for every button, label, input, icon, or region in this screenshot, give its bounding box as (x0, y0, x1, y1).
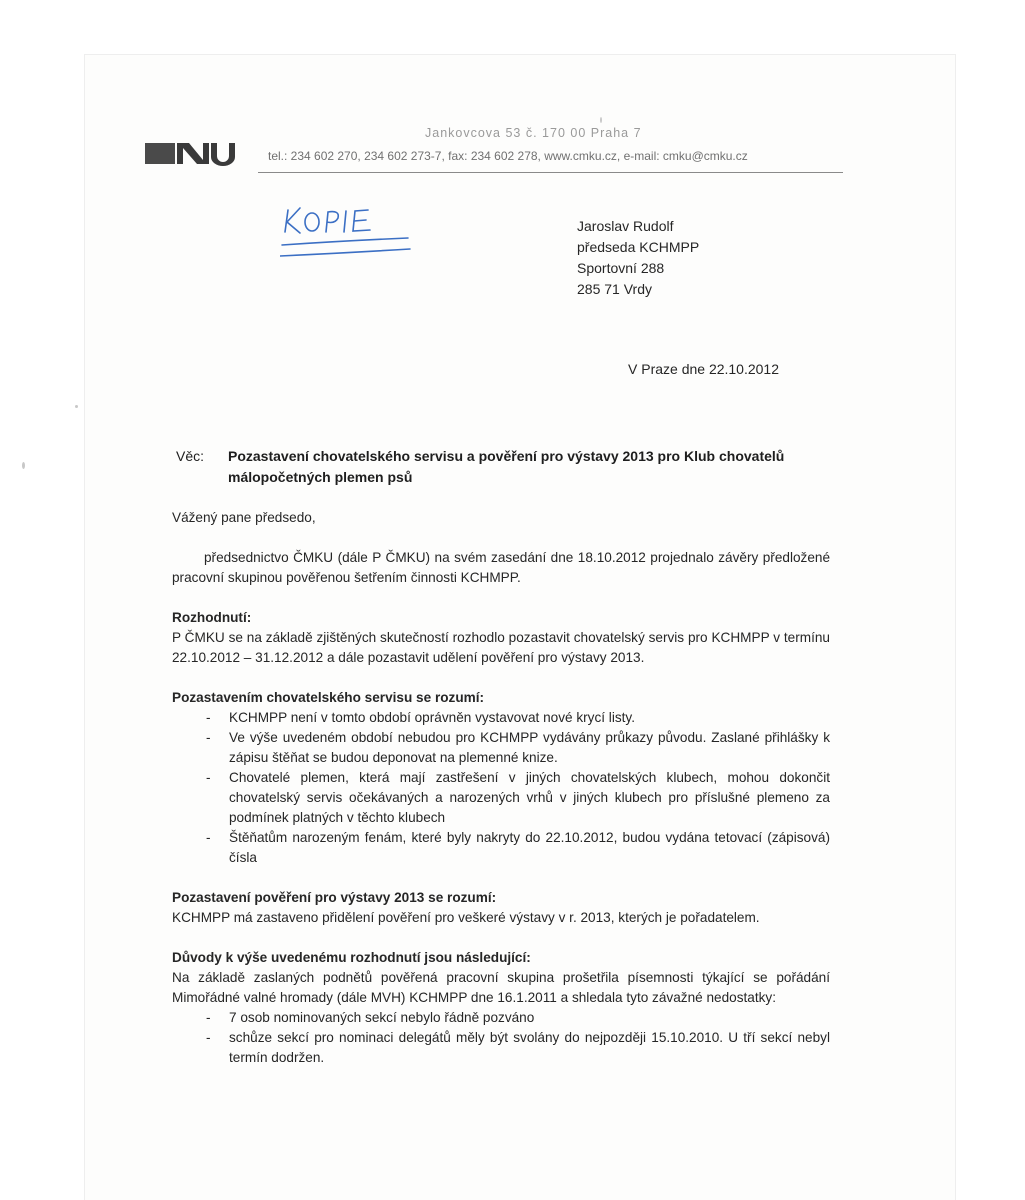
letter-date: V Praze dne 22.10.2012 (628, 361, 780, 377)
subject-text: Pozastavení chovatelského servisu a pověření pro výstavy 2013 pro Klub chovatelů málopočetných plemen psů (228, 448, 785, 485)
letterhead-address: Jankovcova 53 č. 170 00 Praha 7 (425, 126, 642, 140)
recipient-role: předseda KCHMPP (577, 239, 700, 255)
recipient-city: 285 71 Vrdy (577, 281, 652, 297)
list-item: - Štěňatům narozeným fenám, které byly nakryty do 22.10.2012, budou vydána tetovací (zápisová) čísla (206, 830, 830, 865)
list-item: - Ve výše uvedeném období nebudou pro KCHMPP vydávány průkazy původu. Zaslané přihlášky k zápisu štěňat se budou deponovat na plemenné knize. (206, 730, 830, 765)
recipient-address (577, 216, 699, 300)
scan-speck (600, 117, 602, 123)
kopie-handwritten-mark (280, 198, 420, 268)
letterhead-contact: tel.: 234 602 270, 234 602 273-7, fax: 234 602 278, www.cmku.cz, e-mail: cmku@cmku.cz (268, 149, 748, 163)
reasons-list (172, 1008, 830, 1068)
breeding-suspension-list (172, 708, 830, 868)
decision-heading: Rozhodnutí: (172, 610, 252, 625)
breeding-suspension-heading: Pozastavením chovatelského servisu se rozumí: (172, 690, 485, 705)
list-item: - schůze sekcí pro nominaci delegátů měly být svolány do nejpozději 15.10.2010. U tří sekcí nebyl termín dodržen. (206, 1030, 830, 1065)
letter-subject (176, 446, 836, 488)
reasons-heading: Důvody k výše uvedenému rozhodnutí jsou následující: (172, 950, 531, 965)
list-item: - Chovatelé plemen, která mají zastřešení v jiných chovatelských klubech, mohou dokončit chovatelský servis očekávaných a narozených vrhů v jiných klubech pro příslušné plemeno za podmínek platných v těchto klubech (206, 770, 830, 825)
reasons-text: Na základě zaslaných podnětů pověřená pracovní skupina prošetřila písemnosti týkající se pořádání Mimořádné valné hromady (dále MVH) KCHMPP dne 16.1.2011 a shledala tyto závažné nedostatky: (172, 970, 830, 1005)
intro-paragraph: předsednictvo ČMKU (dále P ČMKU) na svém zasedání dne 18.10.2012 projednalo závěry předložené pracovní skupinou pověřenou šetřením činnosti KCHMPP. (172, 550, 830, 585)
subject-label: Věc: (176, 448, 205, 464)
letterhead-divider (258, 172, 843, 173)
recipient-name: Jaroslav Rudolf (577, 218, 674, 234)
list-item: - KCHMPP není v tomto období oprávněn vystavovat nové krycí listy. (206, 710, 635, 725)
decision-text: P ČMKU se na základě zjištěných skutečností rozhodlo pozastavit chovatelský servis pro KCHMPP v termínu 22.10.2012 – 31.12.2012 a dále pozastavit udělení pověření pro výstavy 2013. (172, 630, 830, 665)
show-suspension-heading: Pozastavení pověření pro výstavy 2013 se rozumí: (172, 890, 497, 905)
letter-body (172, 508, 830, 1068)
list-item: - 7 osob nominovaných sekcí nebylo řádně pozváno (206, 1010, 535, 1025)
recipient-street: Sportovní 288 (577, 260, 665, 276)
salutation: Vážený pane předsedo, (172, 510, 316, 525)
scan-speck (22, 462, 25, 469)
show-suspension-text: KCHMPP má zastaveno přidělení pověření pro veškeré výstavy v r. 2013, kterých je pořadatelem. (172, 910, 760, 925)
scan-speck (75, 405, 78, 408)
cmku-logo (145, 140, 237, 166)
